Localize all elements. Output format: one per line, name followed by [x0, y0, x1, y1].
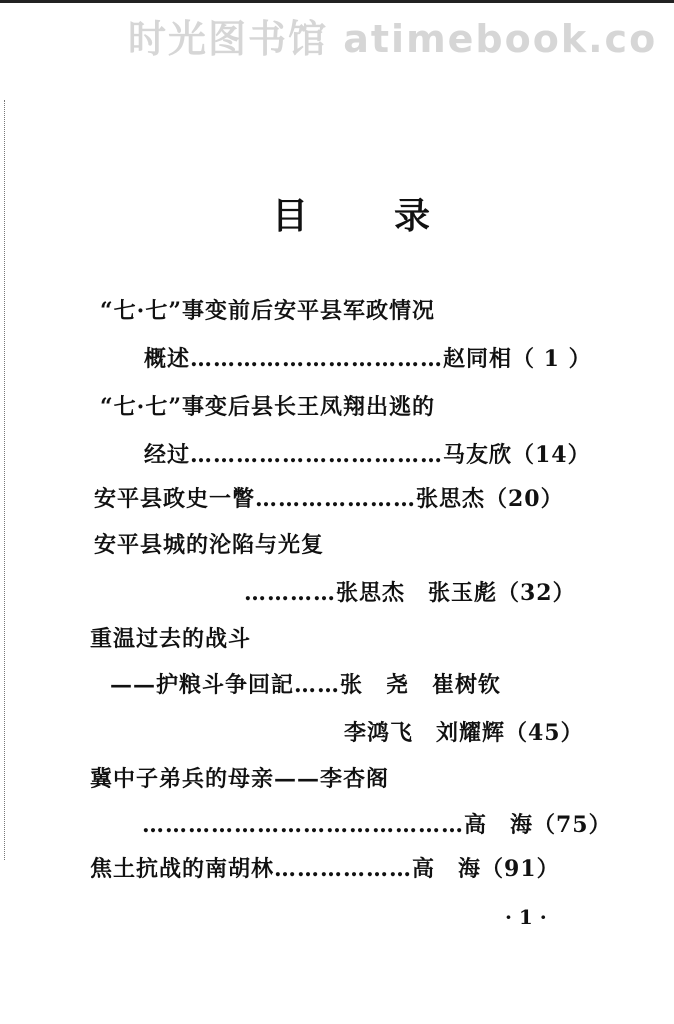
toc-line: 安平县城的沦陷与光复 [94, 532, 325, 558]
title-char-left: 目 [272, 195, 311, 237]
toc-line: 焦土抗战的南胡林………………高 海（91） [90, 856, 560, 882]
toc-line: …………张思杰 张玉彪（32） [244, 580, 576, 606]
toc-line: “七·七”事变前后安平县军政情况 [100, 298, 435, 324]
toc-line: 经过……………………………马友欣（14） [144, 442, 591, 468]
toc-line: “七·七”事变后县长王凤翔出逃的 [100, 394, 435, 420]
page-top-border [0, 0, 674, 3]
toc-line: ——护粮斗争回記……张 尧 崔树钦 [110, 672, 502, 698]
toc-line: 安平县政史一瞥…………………张思杰（20） [94, 486, 564, 512]
watermark-text: 时光图书馆 atimebook.co [128, 17, 658, 61]
toc-line: 重温过去的战斗 [90, 626, 252, 652]
toc-line: 冀中子弟兵的母亲——李杏阁 [90, 766, 390, 792]
page-left-binding-edge [4, 100, 7, 860]
toc-line: 概述……………………………赵同相（ 1 ） [144, 346, 592, 372]
toc-line: 李鸿飞 刘耀辉（45） [344, 720, 584, 746]
page-number: · 1 · [505, 905, 547, 929]
title-char-right: 录 [394, 195, 433, 237]
toc-line: ……………………………………高 海（75） [142, 812, 612, 838]
page-title [272, 188, 432, 239]
